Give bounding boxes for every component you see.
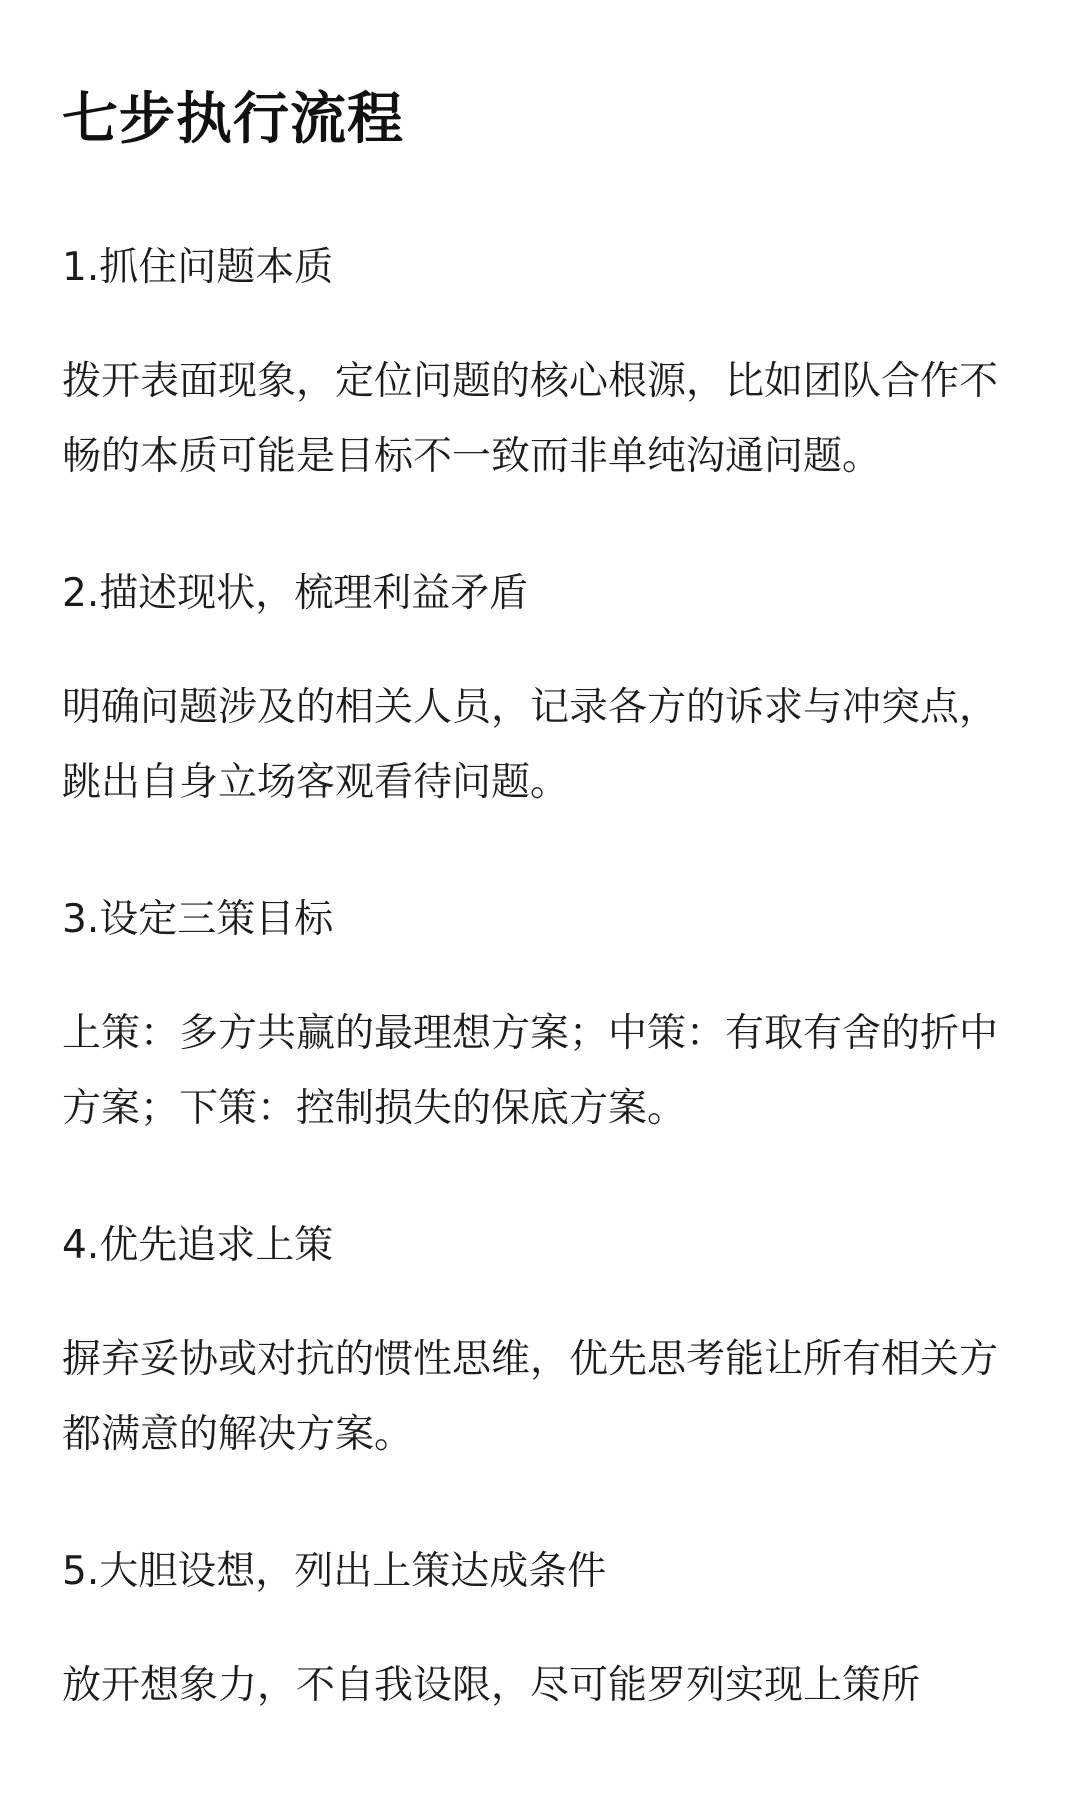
page-title: 七步执行流程 (62, 87, 404, 152)
step-3 (62, 892, 1020, 1146)
step-body: 放开想象力，不自我设限，尽可能罗列实现上策所 (62, 1663, 921, 1708)
step-4 (62, 1218, 1020, 1472)
step-2 (62, 566, 1020, 820)
step-heading: 1.抓住问题本质 (62, 245, 334, 290)
step-1 (62, 240, 1020, 494)
step-body: 上策：多方共赢的最理想方案；中策：有取有舍的折中方案；下策：控制损失的保底方案。 (62, 1011, 999, 1131)
step-heading: 3.设定三策目标 (62, 897, 334, 942)
step-body: 明确问题涉及的相关人员，记录各方的诉求与冲突点，跳出自身立场客观看待问题。 (62, 685, 999, 805)
step-5 (62, 1544, 1020, 1723)
step-body: 摒弃妥协或对抗的惯性思维，优先思考能让所有相关方都满意的解决方案。 (62, 1337, 999, 1457)
step-heading: 5.大胆设想，列出上策达成条件 (62, 1549, 607, 1594)
step-heading: 4.优先追求上策 (62, 1223, 334, 1268)
step-body: 拨开表面现象，定位问题的核心根源，比如团队合作不畅的本质可能是目标不一致而非单纯沟通问题。 (62, 359, 999, 479)
step-heading: 2.描述现状，梳理利益矛盾 (62, 571, 529, 616)
